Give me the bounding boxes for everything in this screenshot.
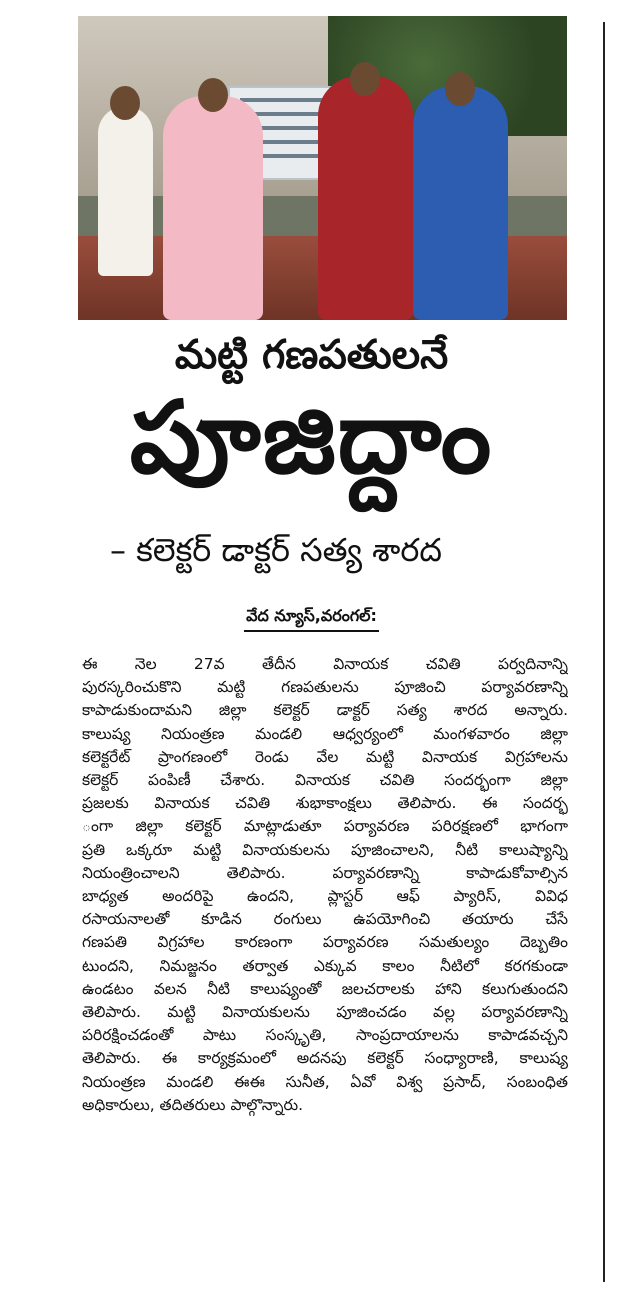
article-line: కలెక్టర్ పంపిణీ చేశారు. వినాయక చవితి సందర్భంగా జిల్లా [82,771,568,790]
photo-person-pink-dress [163,96,263,320]
headline-kicker: మట్టి గణపతులనే [174,332,449,378]
article-line: బాధ్యత అందరిపై ఉందని, ప్లాస్టర్ ఆఫ్ ప్యారిస్, వివిధ [82,887,568,906]
article-line: పురస్కరించుకొని మట్టి గణపతులను పూజించి పర్యావరణాన్ని [82,678,568,697]
dateline-text: వేద న్యూస్,వరంగల్: [244,604,379,632]
photo-person-head [110,86,140,120]
headline-main: పూజిద్దాం [129,379,494,496]
article-line: పరిరక్షించడంతో పాటు సంస్కృతి, సాంప్రదాయాలను కాపాడవచ్చని [82,1026,568,1045]
photo-person-head [198,78,228,112]
photo-person-blue-saree [413,86,508,320]
photo-person-head [445,72,475,106]
photo-person-head [350,62,380,96]
article-line: ంగా జిల్లా కలెక్టర్ మాట్లాడుతూ పర్యావరణ పరిరక్షణలో భాగంగా [82,817,568,836]
article-line: ఉండటం వలన నీటి కాలుష్యంతో జలచరాలకు హాని కలుగుతుందని [82,979,568,998]
article-line: ప్రతి ఒక్కరూ మట్టి వినాయకులను పూజించాలని, నీటి కాలుష్యాన్ని [82,840,568,859]
article-line: అధికారులు, తదితరులు పాల్గొన్నారు. [82,1095,304,1114]
article-line: నియంత్రణ మండలి ఈఈ సునీత, ఏవో విశ్వ ప్రసాద్, సంబంధిత [82,1072,568,1091]
column-rule [603,22,605,1282]
article-line: ప్రజలకు వినాయక చవితి శుభాకాంక్షలు తెలిపారు. ఈ సందర్భ [82,794,568,813]
article-line: టుందని, నిమజ్జనం తర్వాత ఎక్కువ కాలం నీటిలో కరగకుండా [82,956,568,975]
photo-person-guard [98,106,153,276]
article-line: గణపతి విగ్రహాల కారణంగా పర్యావరణ సమతుల్యం దెబ్బతిం [82,933,568,952]
article-line: నియంత్రించాలని తెలిపారు. పర్యావరణాన్ని కాపాడుకోవాల్సిన [82,863,568,882]
headline-quote: – కలెక్టర్ డాక్టర్ సత్య శారద [110,531,442,569]
article-line: ఈ నెల 27వ తేదీన వినాయక చవితి పర్వదినాన్ని [82,655,568,673]
article-line: తెలిపారు. మట్టి వినాయకులను పూజించడం వల్ల పర్యావరణాన్ని [82,1003,568,1022]
news-photo [78,16,567,320]
article-body [82,653,568,1117]
article-line: కాపాడుకుందామని జిల్లా కలెక్టర్ డాక్టర్ సత్య శారద అన్నారు. [82,701,568,720]
photo-person-red-saree [318,76,413,320]
article-line: కాలుష్య నియంత్రణ మండలి ఆధ్వర్యంలో మంగళవారం జిల్లా [82,724,568,743]
article-line: తెలిపారు. ఈ కార్యక్రమంలో అదనపు కలెక్టర్ సంధ్యారాణి, కాలుష్య [82,1049,568,1068]
article-line: రసాయనాలతో కూడిన రంగులు ఉపయోగించి తయారు చేసే [82,910,568,929]
dateline [0,604,623,632]
article-line: కలెక్టరేట్ ప్రాంగణంలో రెండు వేల మట్టి వినాయక విగ్రహాలను [82,747,568,766]
